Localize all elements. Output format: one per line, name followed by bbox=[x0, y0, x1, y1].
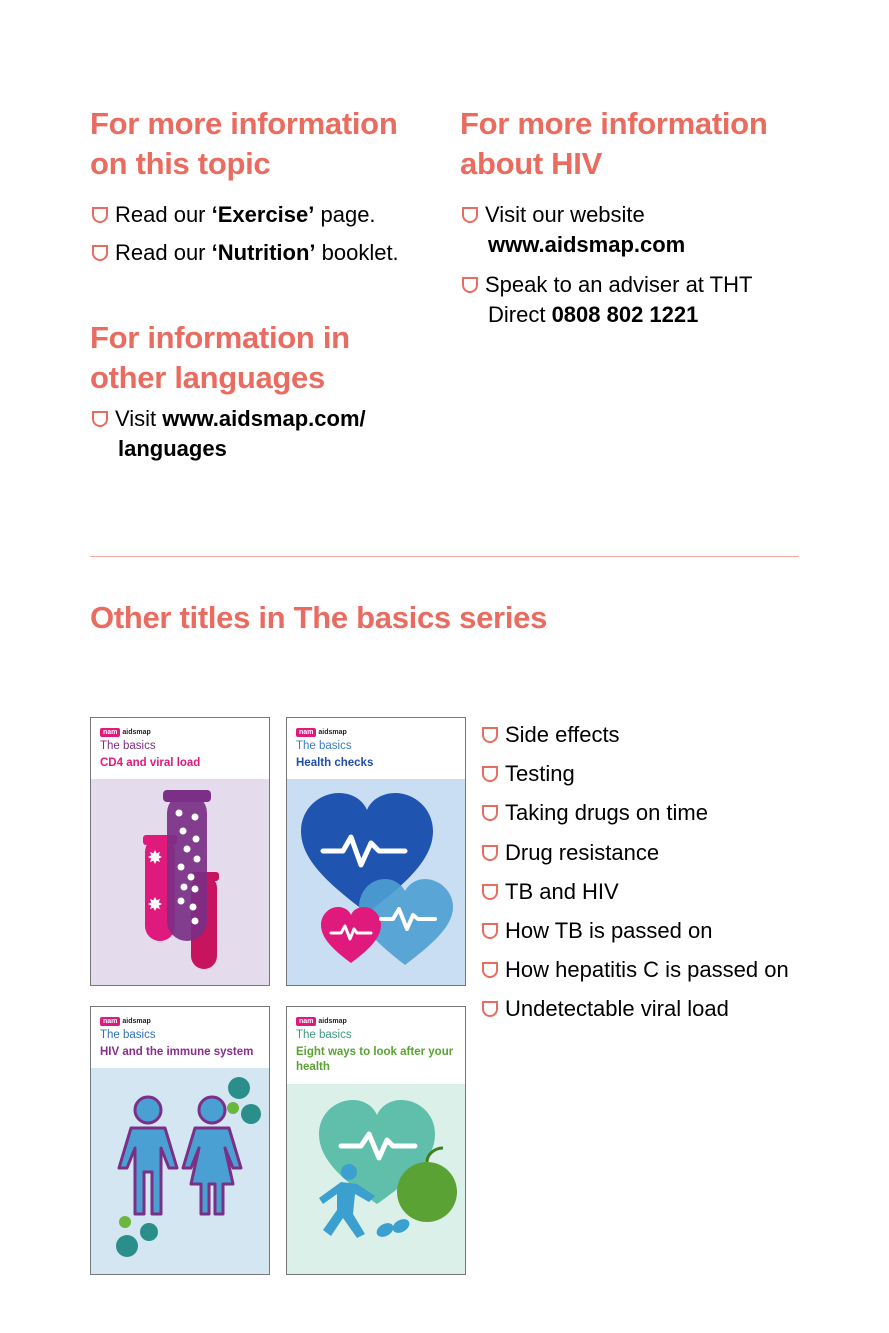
list-item: Visit our website www.aidsmap.com bbox=[460, 200, 752, 260]
list-item[interactable]: Testing bbox=[480, 754, 789, 793]
cover-title: Health checks bbox=[296, 757, 374, 769]
series-heading: Other titles in The basics series bbox=[90, 600, 548, 635]
cover-series-label: The basics bbox=[100, 1029, 156, 1041]
heart-runner-apple-icon bbox=[287, 1084, 465, 1274]
brand-logo: nam aidsmap bbox=[100, 727, 151, 737]
leaf-bullet-icon bbox=[480, 803, 500, 823]
leaf-bullet-icon bbox=[480, 960, 500, 980]
brand-logo: nam aidsmap bbox=[100, 1016, 151, 1026]
cover-cd4-viral-load[interactable] bbox=[90, 717, 270, 986]
website-url[interactable]: www.aidsmap.com bbox=[488, 232, 686, 257]
phone-number[interactable]: 0808 802 1221 bbox=[551, 302, 699, 327]
languages-list bbox=[90, 404, 366, 464]
cover-hiv-immune-system[interactable] bbox=[90, 1006, 270, 1275]
leaf-bullet-icon bbox=[480, 843, 500, 863]
topic-info-list bbox=[90, 200, 399, 268]
list-item[interactable]: Drug resistance bbox=[480, 833, 789, 872]
leaf-bullet-icon bbox=[90, 243, 110, 263]
hearts-icon bbox=[287, 779, 465, 985]
leaf-bullet-icon bbox=[90, 409, 110, 429]
hiv-info-list bbox=[460, 200, 752, 330]
list-item[interactable]: How hepatitis C is passed on bbox=[480, 950, 789, 989]
hiv-info-heading: For more information about HIV bbox=[460, 106, 768, 181]
cover-series-label: The basics bbox=[296, 1029, 352, 1041]
brand-logo: nam aidsmap bbox=[296, 1016, 347, 1026]
leaf-bullet-icon bbox=[90, 205, 110, 225]
list-item[interactable]: Taking drugs on time bbox=[480, 793, 789, 832]
leaf-bullet-icon bbox=[480, 999, 500, 1019]
list-item[interactable]: Undetectable viral load bbox=[480, 989, 789, 1028]
cover-title: CD4 and viral load bbox=[100, 757, 201, 769]
cover-title: HIV and the immune system bbox=[100, 1046, 254, 1058]
cover-series-label: The basics bbox=[296, 740, 352, 752]
leaf-bullet-icon bbox=[480, 921, 500, 941]
list-item[interactable]: TB and HIV bbox=[480, 872, 789, 911]
leaf-bullet-icon bbox=[480, 725, 500, 745]
leaf-bullet-icon bbox=[480, 764, 500, 784]
brand-logo: nam aidsmap bbox=[296, 727, 347, 737]
cover-eight-ways[interactable] bbox=[286, 1006, 466, 1275]
languages-url-continued[interactable]: languages bbox=[118, 436, 227, 461]
cover-health-checks[interactable] bbox=[286, 717, 466, 986]
languages-heading: For information in other languages bbox=[90, 320, 350, 395]
list-item[interactable]: How TB is passed on bbox=[480, 911, 789, 950]
topic-info-heading: For more information on this topic bbox=[90, 106, 398, 181]
list-item[interactable]: Side effects bbox=[480, 715, 789, 754]
list-item: Read our ‘Exercise’ page. bbox=[90, 200, 399, 230]
section-divider bbox=[90, 556, 799, 557]
test-tubes-icon bbox=[91, 779, 269, 985]
leaf-bullet-icon bbox=[460, 275, 480, 295]
series-titles-list bbox=[480, 715, 789, 1029]
exercise-link-text: ‘Exercise’ bbox=[211, 202, 315, 227]
list-item: Visit www.aidsmap.com/ languages bbox=[90, 404, 366, 464]
nutrition-link-text: ‘Nutrition’ bbox=[211, 240, 316, 265]
cover-series-label: The basics bbox=[100, 740, 156, 752]
people-and-virus-icon bbox=[91, 1068, 269, 1274]
leaf-bullet-icon bbox=[460, 205, 480, 225]
cover-title: Eight ways to look after your health bbox=[296, 1046, 454, 1073]
list-item: Read our ‘Nutrition’ booklet. bbox=[90, 238, 399, 268]
leaf-bullet-icon bbox=[480, 882, 500, 902]
languages-url[interactable]: www.aidsmap.com/ bbox=[162, 406, 366, 431]
list-item: Speak to an adviser at THT Direct 0808 802 1221 bbox=[460, 270, 752, 330]
